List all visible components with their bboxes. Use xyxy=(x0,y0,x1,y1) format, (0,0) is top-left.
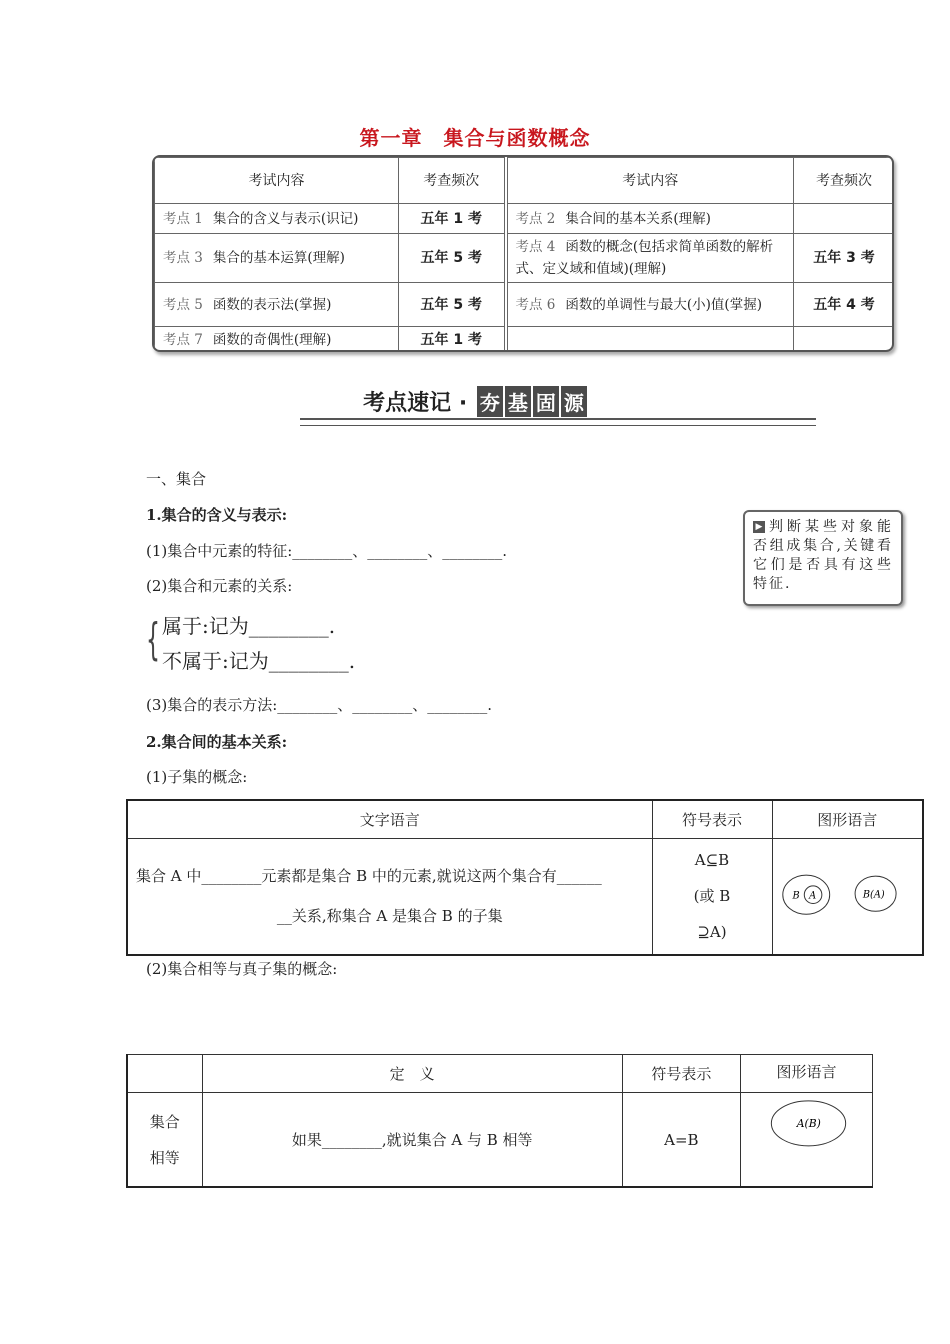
item-text: (2)集合和元素的关系: xyxy=(146,577,293,595)
item-title: 1.集合的含义与表示: xyxy=(146,506,288,524)
header-empty xyxy=(127,1055,202,1093)
heading-char-box: 源 xyxy=(561,386,587,417)
belong-line: 属于:记为________. xyxy=(162,614,336,638)
note-box: ▶ 判断某些对象能否组成集合,关键看它们是否具有这些特征. xyxy=(743,510,903,606)
exam-topic: 考点 5 函数的表示法(掌握) xyxy=(155,283,399,327)
header-graphic: 图形语言 xyxy=(772,800,923,838)
exam-topic: 考点 3 集合的基本运算(理解) xyxy=(155,234,399,283)
equality-definition: 如果________,就说集合 A 与 B 相等 xyxy=(202,1093,622,1188)
exam-topic: 考点 6 函数的单调性与最大(小)值(掌握) xyxy=(506,283,794,327)
item-text: (3)集合的表示方法:________、________、________. xyxy=(146,696,493,714)
exam-topic: 考点 2 集合间的基本关系(理解) xyxy=(506,204,794,234)
subset-symbol: A⊆B (或 B ⊇A) xyxy=(652,838,772,955)
set-ab-label: A(B) xyxy=(796,1117,821,1131)
header-graphic: 图形语言 xyxy=(740,1055,872,1093)
section-rule xyxy=(300,418,816,426)
header-exam-content: 考试内容 xyxy=(506,158,794,204)
set-b-label: B xyxy=(792,890,800,902)
heading-char-box: 基 xyxy=(505,386,531,417)
equality-venn-diagram xyxy=(742,1094,871,1181)
exam-frequency: 五年 5 考 xyxy=(399,234,506,283)
item-text: (1)集合中元素的特征:________、________、________. xyxy=(146,542,508,560)
item-text: (1)子集的概念: xyxy=(146,768,248,786)
exam-row xyxy=(155,327,895,353)
equality-symbol: A=B xyxy=(622,1093,740,1188)
part-title: 一、集合 xyxy=(146,470,207,488)
exam-frequency: 五年 5 考 xyxy=(399,283,506,327)
header-exam-frequency: 考查频次 xyxy=(399,158,506,204)
chapter-title: 第一章 集合与函数概念 xyxy=(359,126,591,150)
heading-char-box: 固 xyxy=(533,386,559,417)
exam-frequency xyxy=(794,204,895,234)
header-text-language: 文字语言 xyxy=(127,800,652,838)
brace-icon: { xyxy=(146,614,160,665)
exam-frequency: 五年 1 考 xyxy=(399,204,506,234)
subset-table xyxy=(126,799,924,956)
exam-frequency: 五年 3 考 xyxy=(794,234,895,283)
exam-frequency xyxy=(794,327,895,353)
header-symbol: 符号表示 xyxy=(622,1055,740,1093)
header-exam-frequency: 考查频次 xyxy=(794,158,895,204)
header-exam-content: 考试内容 xyxy=(155,158,399,204)
pointer-icon: ▶ xyxy=(753,521,765,533)
set-a-label: A xyxy=(808,890,816,902)
exam-topic xyxy=(506,327,794,353)
equality-venn-cell xyxy=(740,1093,872,1188)
heading-char-box: 夯 xyxy=(477,386,503,417)
exam-frequency: 五年 1 考 xyxy=(399,327,506,353)
exam-row xyxy=(155,204,895,234)
exam-row xyxy=(155,234,895,283)
subset-venn-diagram xyxy=(774,840,922,949)
item-title: 2.集合间的基本关系: xyxy=(146,733,288,751)
not-belong-line: 不属于:记为________. xyxy=(162,649,356,673)
exam-topic: 考点 7 函数的奇偶性(理解) xyxy=(155,327,399,353)
exam-frequency: 五年 4 考 xyxy=(794,283,895,327)
row-label: 集合 相等 xyxy=(127,1093,202,1188)
item-text: (2)集合相等与真子集的概念: xyxy=(146,960,338,978)
section-heading: 考点速记 · 夯 基 固 源 xyxy=(0,386,950,417)
exam-table xyxy=(152,155,894,352)
subset-venn-cell xyxy=(772,838,923,955)
subset-definition: 集合 A 中________元素都是集合 B 中的元素,就说这两个集合有______ __关系,称集合 A 是集合 B 的子集 xyxy=(127,838,652,955)
set-ba-label: B(A) xyxy=(862,889,885,901)
header-definition: 定 义 xyxy=(202,1055,622,1093)
set-b-circle xyxy=(782,875,829,914)
exam-row xyxy=(155,283,895,327)
exam-topic: 考点 4 函数的概念(包括求简单函数的解析式、定义域和值域)(理解) xyxy=(506,234,794,283)
header-symbol: 符号表示 xyxy=(652,800,772,838)
set-equality-table xyxy=(126,1054,873,1188)
exam-topic: 考点 1 集合的含义与表示(识记) xyxy=(155,204,399,234)
